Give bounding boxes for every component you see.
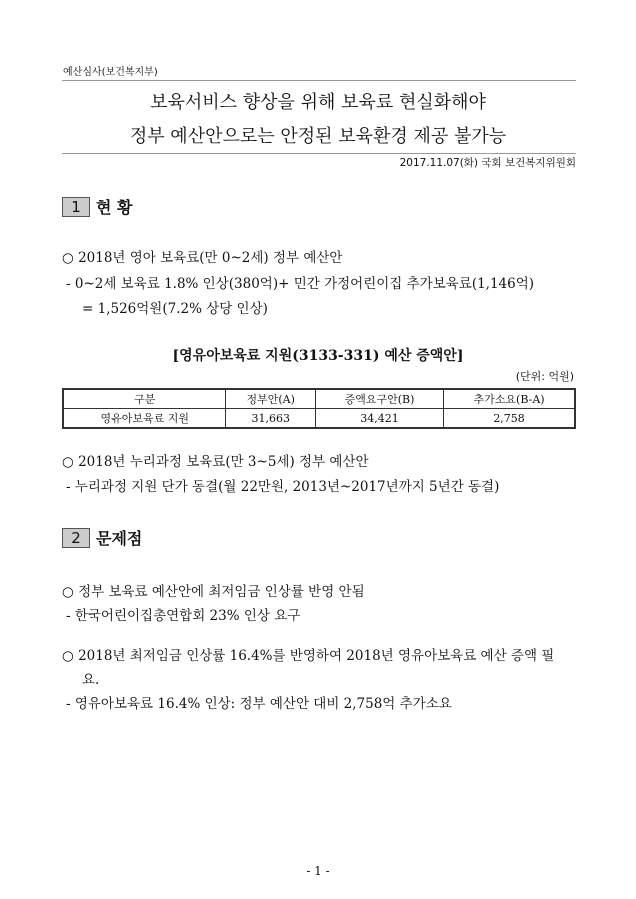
section-number: 1 — [62, 197, 90, 217]
table-header-row — [63, 389, 575, 409]
bullet: ○ 2018년 영아 보육료(만 0~2세) 정부 예산안 — [62, 250, 343, 266]
sub-bullet: - 영유아보육료 16.4% 인상: 정부 예산안 대비 2,758억 추가소요 — [66, 696, 452, 712]
title-line-2: 정부 예산안으로는 안정된 보육환경 제공 불가능 — [129, 126, 507, 147]
table-cell: 영유아보육료 지원 — [63, 409, 226, 429]
bullet: ○ 정부 보육료 예산안에 최저임금 인상률 반영 안됨 — [62, 584, 365, 600]
title-line-1: 보육서비스 향상을 위해 보육료 현실화해야 — [150, 92, 486, 113]
bullet: ○ 2018년 누리과정 보육료(만 3~5세) 정부 예산안 — [62, 454, 369, 470]
table-header: 증액요구안(B) — [315, 389, 443, 409]
header-rule — [62, 80, 576, 81]
sub-bullet: - 누리과정 지원 단가 동결(월 22만원, 2013년~2017년까지 5년간 동결) — [66, 479, 500, 495]
section-title: 현 황 — [96, 198, 133, 217]
sub-bullet: - 0~2세 보육료 1.8% 인상(380억)+ 민간 가정어린이집 추가보육료(1,146억) — [66, 276, 535, 292]
table-row — [63, 409, 575, 429]
section-2-heading — [62, 526, 142, 549]
header-category: 예산심사(보건복지부) — [63, 67, 158, 78]
sub-bullet: - 한국어린이집총연합회 23% 인상 요구 — [66, 608, 301, 624]
table-cell: 2,758 — [444, 409, 575, 429]
budget-table — [62, 388, 576, 429]
page-number: - 1 - — [306, 864, 330, 878]
table-title: [영유아보육료 지원(3133-331) 예산 증액안] — [172, 348, 464, 364]
section-1-heading — [62, 195, 132, 218]
table-cell: 31,663 — [226, 409, 315, 429]
section-title: 문제점 — [96, 529, 143, 548]
title-rule — [62, 153, 576, 154]
section-number: 2 — [62, 528, 90, 548]
sub-bullet-continued: = 1,526억원(7.2% 상당 인상) — [82, 301, 268, 317]
table-unit: (단위: 억원) — [515, 370, 574, 383]
bullet-continued: 요. — [82, 672, 100, 688]
table-header: 구분 — [63, 389, 226, 409]
table-header: 추가소요(B-A) — [444, 389, 575, 409]
table-header: 정부안(A) — [226, 389, 315, 409]
bullet: ○ 2018년 최저임금 인상률 16.4%를 반영하여 2018년 영유아보육료 예산 증액 필 — [62, 648, 555, 664]
table-cell: 34,421 — [315, 409, 443, 429]
date-committee: 2017.11.07(화) 국회 보건복지위원회 — [399, 157, 576, 169]
